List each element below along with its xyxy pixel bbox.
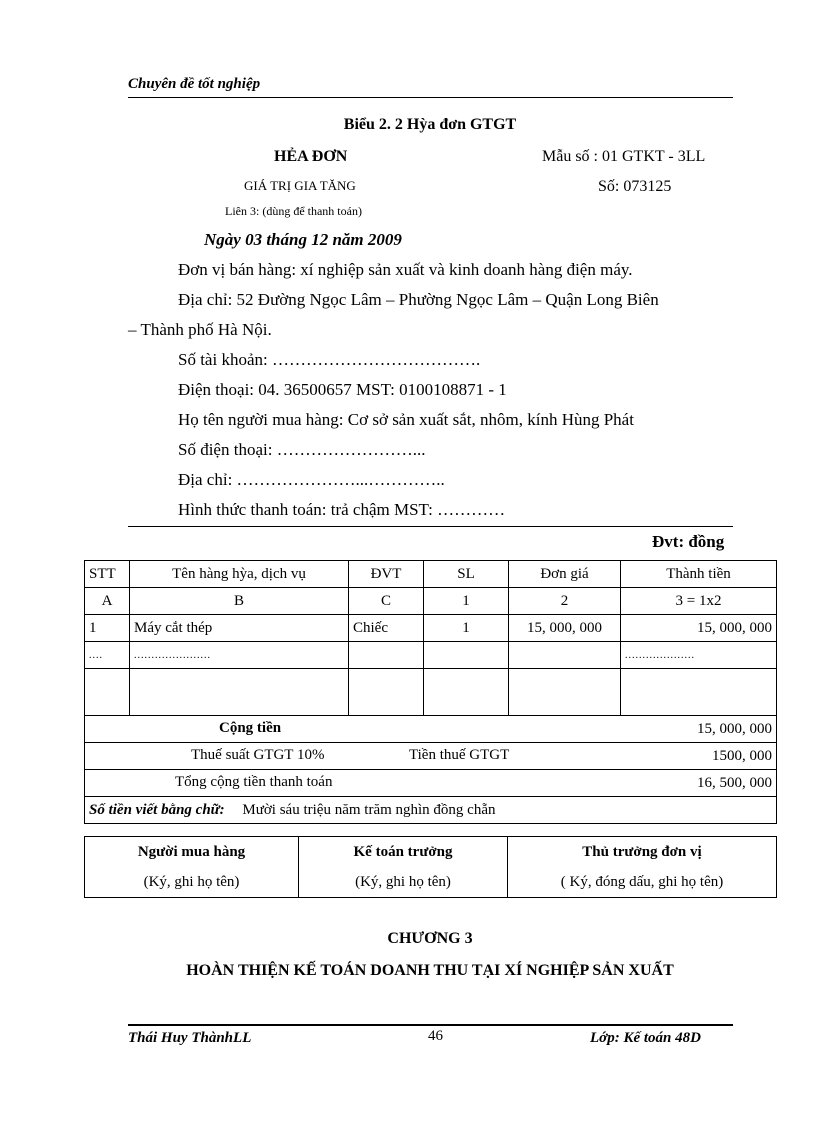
footer-author: Thái Huy ThànhLL: [128, 1030, 252, 1046]
currency-unit: Đvt: đồng: [652, 532, 725, 551]
buyer-phone: Số điện thoại: ……………………...: [178, 440, 426, 459]
running-header: Chuyên đề tốt nghiệp: [128, 76, 261, 92]
copy-note: Liên 3: (dùng để thanh toán): [225, 204, 362, 218]
seller-account: Số tài khoản: ……………………………….: [178, 350, 481, 369]
invoice-number: Số: 073125: [598, 178, 672, 195]
seller-unit: Đơn vị bán hàng: xí nghiệp sản xuất và kinh doanh hàng điện máy.: [178, 260, 633, 279]
seller-address: Địa chỉ: 52 Đường Ngọc Lâm – Phường Ngọc Lâm – Quận Long Biên: [178, 290, 659, 309]
form-caption: Biểu 2. 2 Hỳa đơn GTGT: [343, 116, 517, 133]
signature-note-director: ( Ký, đóng dấu, ghi họ tên): [508, 867, 777, 898]
grand-total-row: [85, 770, 777, 797]
row-unit: Chiếc: [349, 615, 424, 642]
signature-note-buyer: (Ký, ghi họ tên): [85, 867, 299, 898]
page-number: 46: [428, 1028, 443, 1044]
row-amount: 15, 000, 000: [621, 615, 777, 642]
chapter-number: CHƯƠNG 3: [387, 930, 473, 947]
row-price: 15, 000, 000: [509, 615, 621, 642]
vat-row: [85, 743, 777, 770]
vat-rate-label: Thuế suất GTGT 10%: [191, 747, 325, 763]
row-amount: ....................: [621, 642, 777, 669]
footer-class: Lớp: Kế toán 48D: [590, 1030, 701, 1046]
payment-method: Hình thức thanh toán: trả chậm MST: …………: [178, 500, 506, 519]
total-label: Cộng tiền: [219, 720, 282, 736]
vat-amount-label: Tiền thuế GTGT: [409, 747, 510, 763]
amount-in-words-row: [85, 797, 777, 824]
total-row: [85, 716, 777, 743]
document-title: HẺA ĐƠN: [274, 148, 348, 165]
table-row-empty: [85, 669, 777, 716]
invoice-table: [84, 560, 777, 824]
row-price: [509, 642, 621, 669]
invoice-date: Ngày 03 tháng 12 năm 2009: [204, 230, 402, 249]
table-row: [85, 615, 777, 642]
seller-address-cont: – Thành phố Hà Nội.: [128, 320, 272, 339]
signature-table: [84, 836, 777, 898]
form-code: Mẫu số : 01 GTKT - 3LL: [542, 148, 706, 165]
code-cell: A: [85, 588, 130, 615]
col-header-price: Đơn giá: [509, 561, 621, 588]
col-header-unit: ĐVT: [349, 561, 424, 588]
words-label: Số tiền viết bằng chữ:: [89, 801, 225, 818]
signature-role-buyer: Người mua hàng: [85, 837, 299, 868]
row-item: ......................: [130, 642, 349, 669]
signature-role-chief-accountant: Kế toán trưởng: [299, 837, 508, 868]
table-header-row: [85, 561, 777, 588]
col-header-amount: Thành tiền: [621, 561, 777, 588]
buyer-address: Địa chỉ: …………………...…………..: [178, 470, 445, 489]
row-qty: 1: [424, 615, 509, 642]
total-value: 15, 000, 000: [697, 720, 772, 737]
code-cell: 1: [424, 588, 509, 615]
col-header-qty: SL: [424, 561, 509, 588]
table-code-row: [85, 588, 777, 615]
code-cell: B: [130, 588, 349, 615]
row-qty: [424, 642, 509, 669]
chapter-title: HOÀN THIỆN KẾ TOÁN DOANH THU TẠI XÍ NGHIỆP SẢN XUẤT: [186, 962, 674, 979]
row-stt: ....: [85, 642, 130, 669]
row-stt: 1: [85, 615, 130, 642]
code-cell: 3 = 1x2: [621, 588, 777, 615]
grand-total-label: Tổng cộng tiền thanh toán: [175, 774, 333, 790]
row-item: Máy cắt thép: [130, 615, 349, 642]
seller-phone-tax: Điện thoại: 04. 36500657 MST: 0100108871 - 1: [178, 380, 507, 399]
info-rule: [128, 526, 733, 527]
code-cell: C: [349, 588, 424, 615]
row-unit: [349, 642, 424, 669]
col-header-item: Tên hàng hỳa, dịch vụ: [130, 561, 349, 588]
words-value: Mười sáu triệu năm trăm nghìn đồng chẵn: [242, 801, 496, 818]
buyer-name: Họ tên người mua hàng: Cơ sở sản xuất sắt, nhôm, kính Hùng Phát: [178, 410, 634, 429]
grand-total-value: 16, 500, 000: [697, 774, 772, 791]
signature-note-chief-accountant: (Ký, ghi họ tên): [299, 867, 508, 898]
col-header-stt: STT: [85, 561, 130, 588]
vat-value: 1500, 000: [712, 747, 772, 764]
header-rule: [128, 97, 733, 98]
signature-role-director: Thủ trưởng đơn vị: [508, 837, 777, 868]
footer-rule: [128, 1024, 733, 1026]
code-cell: 2: [509, 588, 621, 615]
table-row: [85, 642, 777, 669]
document-subtitle: GIÁ TRỊ GIA TĂNG: [244, 178, 356, 193]
